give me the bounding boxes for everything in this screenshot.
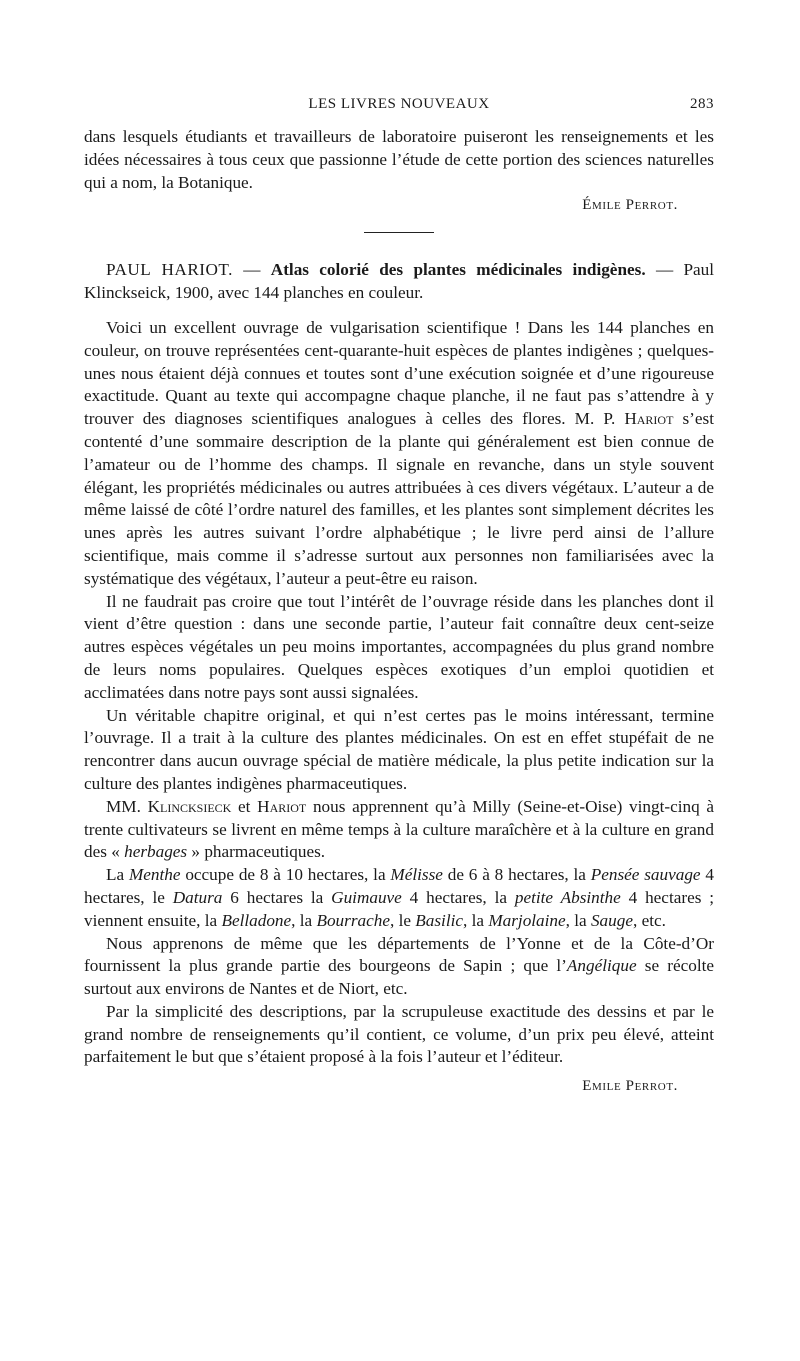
plant-basilic: Basilic [415,910,464,930]
p4-end: » pharmaceutiques. [187,842,326,862]
signature-perrot-1: Émile Perrot. [582,197,678,214]
review-paragraph-1 [84,317,714,591]
plant-angelique: Angélique [566,956,637,976]
plant-menthe: Menthe [128,865,181,885]
p4-et: et [231,796,258,816]
p5-g: 4 hectares ; viennent ensuite, la [84,887,715,930]
plant-bourrache: Bourrache [316,910,390,930]
p1-rest: s’est contenté d’une sommaire description de la plante qui généralement est bien connue de l’amateur ou de l’homme des champs. Il signale en revanche, dans un style souvent élégant, les propriétés médicinales ou autres attribuées à ces divers végétaux. L’auteur a de même laissé de côté l’ordre naturel des familles, et les plantes sont simplement décrites les unes après les autres suivant l’ordre alphabétique ; le livre perd ainsi de l’allure scientifique, mais comme il s’adresse surtout aux personnes non familiarisées avec la systématique des végétaux, l’auteur a peut-être eu raison. [84,409,714,588]
p4-herbages: herbages [124,842,188,862]
p5-c: de 6 à 8 hectares, la [442,865,591,885]
review-dash: — [232,260,271,280]
p5-h: , la [291,910,317,930]
plant-marjolaine: Marjolaine [488,910,566,930]
p4-rest: nous apprennent qu’à Milly (Seine-et-Oise) vingt-cinq à trente cultivateurs se livrent en même temps à la culture maraîchère et à la culture en grand des « [84,796,714,862]
plant-belladone: Belladone [221,910,292,930]
plant-absinthe: petite Absinthe [514,887,621,907]
plant-datura: Datura [172,887,223,907]
p5-j: , la [463,910,489,930]
review-paragraph-7: Par la simplicité des descriptions, par la scrupuleuse exactitude des dessins et par le grand nombre de renseignements qu’il contient, ce volume, d’un prix peu élevé, atteint parfaitement le but que s’étaient proposé à la fois l’auteur et l’éditeur. [84,1001,714,1067]
p5-i: , le [389,910,416,930]
p6-b: se récolte surtout aux environs de Nantes et de Niort, etc. [84,956,714,999]
p1-text: Voici un excellent ouvrage de vulgarisation scientifique ! Dans les 144 planches en couleur, on trouve représentées cent-quarante-huit espèces de plantes indigènes ; quelques-unes nous étaient déjà connues et toutes sont d’une exécution soignée et d’une rigoureuse exactitude. Quant au texte qui accompagne chaque planche, il ne faut pas s’attendre à y trouver des diagnoses scientifiques analogues à celles des flores. [84,317,714,429]
review-paragraph-5 [84,864,714,932]
plant-pensee: Pensée sauvage [590,865,701,885]
p4-klincksieck: Klincksieck [147,796,232,816]
continuation-paragraph: dans lesquels étudiants et travailleurs de laboratoire puiseront les renseignements et les idées nécessaires à tous ceux que passionne l’étude de cette portion des sciences naturelles qui a nom, la Botanique. [84,127,714,192]
review-paragraph-4 [84,796,714,864]
running-title: LES LIVRES NOUVEAUX [308,96,490,112]
review-publisher: — Paul Klinckseick, 1900, avec 144 planches en couleur. [84,260,715,303]
plant-guimauve: Guimauve [331,887,402,907]
p5-l: , etc. [632,910,666,930]
p5-b: occupe de 8 à 10 hectares, la [180,865,391,885]
review-paragraph-2: Il ne faudrait pas croire que tout l’intérêt de l’ouvrage réside dans les planches dont il vient d’être question : dans une seconde partie, l’auteur fait connaître deux cent-seize autres espèces végétales un peu moins importantes, accompagnées du plus grand nombre de leurs noms populaires. Quelques espèces exotiques d’un emploi quotidien et acclimatées dans notre pays sont aussi signalées. [84,591,714,702]
p5-e: 6 hectares la [222,887,332,907]
p5-k: , la [565,910,591,930]
signature-perrot-2: Emile Perrot. [582,1078,678,1095]
review-paragraph-3: Un véritable chapitre original, et qui n’est certes pas le moins intéressant, termine l’ouvrage. Il a trait à la culture des plantes médicinales. On est en effet stupéfait de ne rencontrer dans aucun ouvrage spécial de matière médicale, la plus petite indication sur la culture des plantes indigènes pharmaceutiques. [84,705,714,793]
review-heading [84,259,714,305]
review-paragraph-6 [84,933,714,1001]
plant-melisse: Mélisse [390,865,443,885]
page-number: 283 [690,96,714,112]
page-header [84,96,714,126]
p1-mp: M. P. [565,409,625,429]
p4-hariot: Hariot [257,796,307,816]
p6-a: Nous apprenons de même que les départements de l’Yonne et de la Côte-d’Or fournissent la plus grande partie des bourgeons de Sapin ; que l’ [84,933,714,976]
p5-a: La [106,865,129,885]
document-page [84,96,714,1097]
review-book-title: Atlas colorié des plantes médicinales indigènes. [270,260,646,280]
p4-mm: MM. [106,796,148,816]
plant-sauge: Sauge [590,910,633,930]
p1-hariot: Hariot [624,409,674,429]
p5-f: 4 hectares, la [401,887,515,907]
p5-d: 4 hectares, le [84,865,714,907]
review-author: PAUL HARIOT. [106,260,233,280]
section-divider [364,232,434,233]
